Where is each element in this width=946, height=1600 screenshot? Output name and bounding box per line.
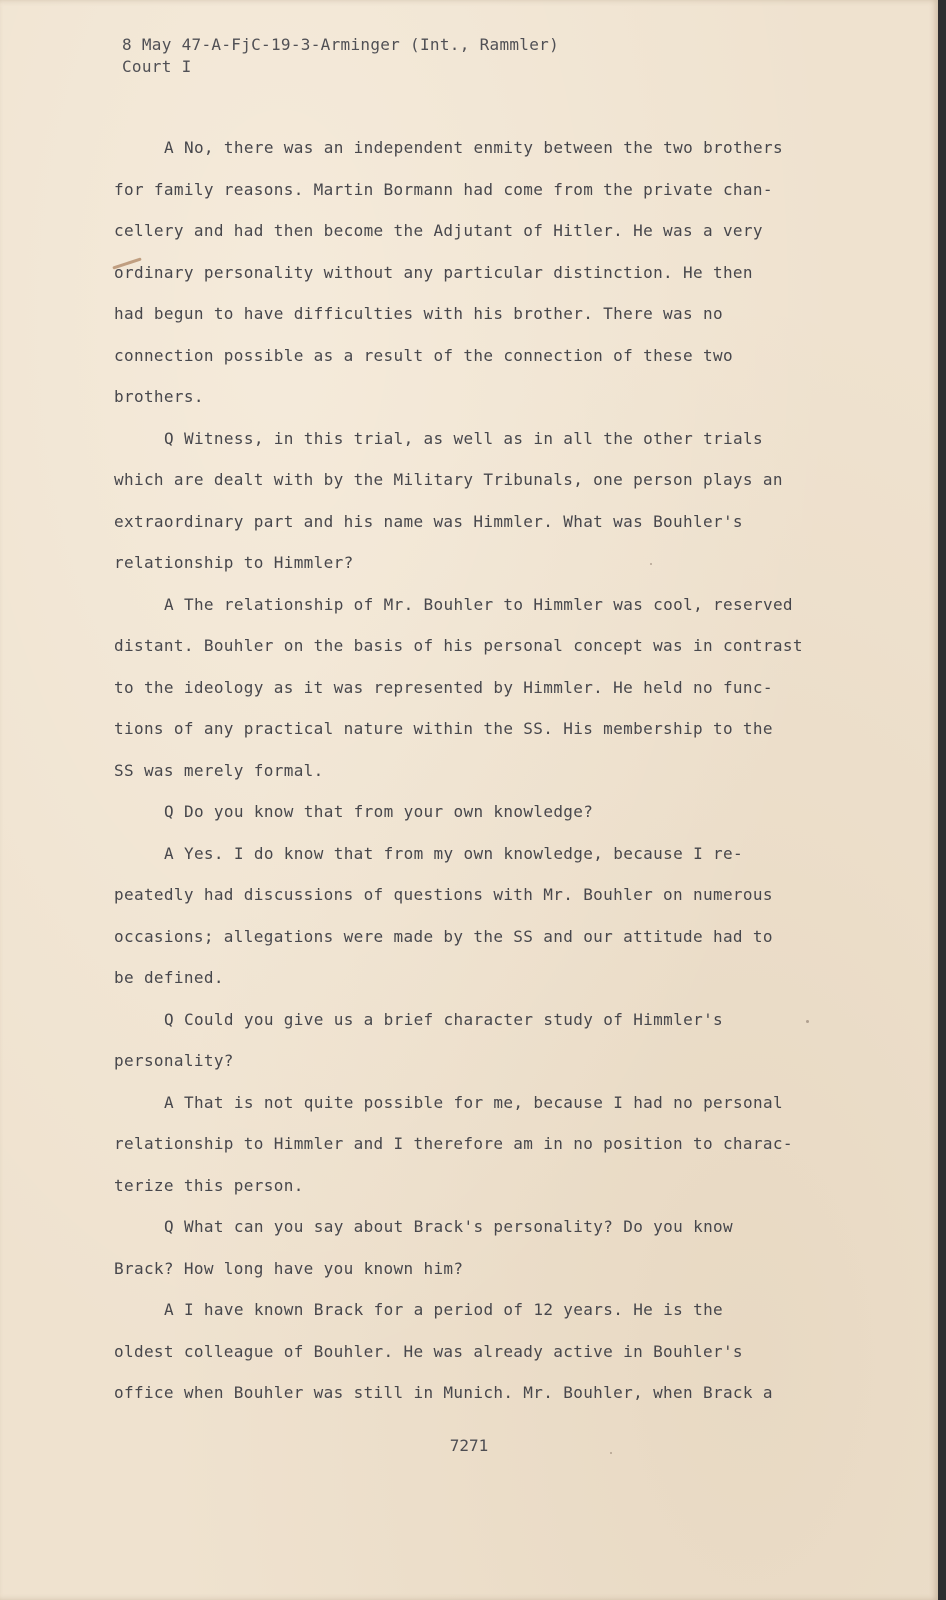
text-line: relationship to Himmler? — [114, 553, 354, 572]
text-line: Q Could you give us a brief character study of Himmler's — [164, 1009, 724, 1029]
text-line: Q Do you know that from your own knowledge? — [164, 802, 594, 821]
text-line: Q Witness, in this trial, as well as in all the other trials — [164, 428, 763, 448]
text-line: connection possible as a result of the connection of these two — [114, 345, 733, 365]
text-line: A The relationship of Mr. Bouhler to Himmler was cool, reserved — [164, 594, 793, 614]
text-line: occasions; allegations were made by the SS and our attitude had to — [114, 926, 773, 946]
paper-speck — [650, 563, 652, 565]
text-line: distant. Bouhler on the basis of his personal concept was in contrast — [114, 636, 803, 655]
text-line: be defined. — [114, 968, 224, 987]
text-line: tions of any practical nature within the SS. His membership to the — [114, 719, 773, 738]
paper-speck — [610, 1452, 612, 1454]
text-line: oldest colleague of Bouhler. He was already active in Bouhler's — [114, 1341, 743, 1361]
text-line: terize this person. — [114, 1175, 304, 1195]
text-line: A Yes. I do know that from my own knowledge, because I re- — [164, 843, 744, 863]
text-line: SS was merely formal. — [114, 760, 324, 780]
text-line: to the ideology as it was represented by Himmler. He held no func- — [114, 677, 773, 697]
text-line: personality? — [114, 1051, 234, 1070]
document-body — [114, 136, 828, 1423]
text-line: Q What can you say about Brack's personality? Do you know — [164, 1217, 734, 1236]
text-line: extraordinary part and his name was Himmler. What was Bouhler's — [114, 511, 743, 531]
text-line: office when Bouhler was still in Munich. Mr. Bouhler, when Brack a — [114, 1383, 773, 1402]
page-number: 7271 — [449, 1436, 489, 1455]
text-line: brothers. — [114, 387, 204, 406]
header-line-2: Court I — [122, 57, 192, 76]
text-line: A No, there was an independent enmity between the two brothers — [164, 138, 783, 157]
header-line-1: 8 May 47-A-FjC-19-3-Arminger (Int., Rammler) — [122, 35, 560, 54]
text-line: A I have known Brack for a period of 12 years. He is the — [164, 1300, 724, 1319]
text-line: had begun to have difficulties with his brother. There was no — [114, 304, 723, 323]
paper-speck — [806, 1020, 809, 1023]
text-line: for family reasons. Martin Bormann had come from the private chan- — [114, 179, 773, 199]
text-line: which are dealt with by the Military Tribunals, one person plays an — [114, 470, 783, 489]
text-line: Brack? How long have you known him? — [114, 1258, 464, 1278]
text-line: peatedly had discussions of questions with Mr. Bouhler on numerous — [114, 885, 773, 904]
text-line: cellery and had then become the Adjutant of Hitler. He was a very — [114, 221, 763, 240]
text-line: relationship to Himmler and I therefore am in no position to charac- — [114, 1134, 793, 1153]
document-header — [122, 34, 559, 78]
text-line: ordinary personality without any particular distinction. He then — [114, 262, 753, 282]
text-line: A That is not quite possible for me, because I had no personal — [164, 1092, 783, 1112]
page-edge — [938, 0, 946, 1600]
